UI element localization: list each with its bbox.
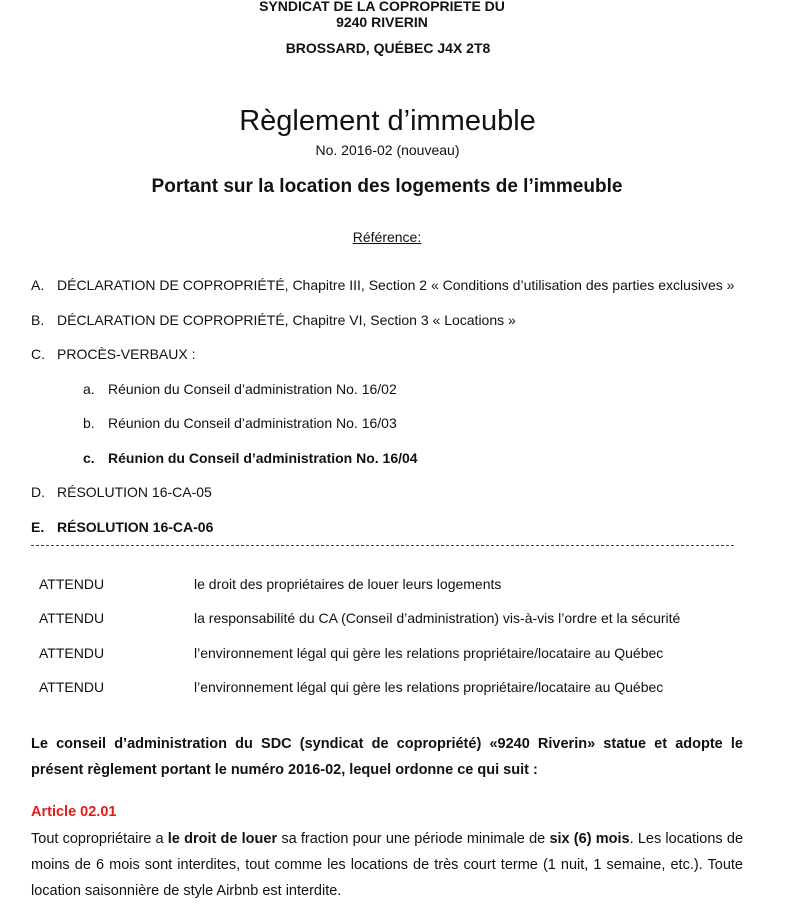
document-subtitle: Portant sur la location des logements de l’immeuble [151,176,623,197]
reference-letter: B. [31,312,45,328]
reference-letter: E. [31,519,45,535]
attendu-text: l’environnement légal qui gère les relations propriétaire/locataire au Québec [194,679,664,695]
reference-text: Réunion du Conseil d’administration No. 16/02 [108,381,397,397]
document-number: No. 2016-02 (nouveau) [315,142,460,158]
header-line-2: 9240 RIVERIN [336,14,428,30]
attendu-keyword: ATTENDU [39,679,105,695]
attendu-text: la responsabilité du CA (Conseil d’administration) vis-à-vis l’ordre et la sécurité [194,610,681,626]
article-body [31,826,743,904]
reference-label: Référence: [352,229,422,245]
reference-text: DÉCLARATION DE COPROPRIÉTÉ, Chapitre VI, Section 3 « Locations » [57,312,516,328]
attendu-keyword: ATTENDU [39,645,105,661]
council-statement: Le conseil d’administration du SDC (syndicat de copropriété) «9240 Riverin» statue et adopte le présent règlement portant le numéro 2016-02, lequel ordonne ce qui suit : [31,736,743,778]
header-line-3: BROSSARD, QUÉBEC J4X 2T8 [285,40,491,56]
article-title: Article 02.01 [31,804,117,820]
reference-letter: A. [31,277,45,293]
article-line-2: moins de 6 mois sont interdites, tout comme les locations de très court terme (1 nuit, 1 semaine, etc.). Toute [31,857,743,873]
attendu-keyword: ATTENDU [39,610,105,626]
attendu-keyword: ATTENDU [39,576,105,592]
dashed-separator [31,545,734,546]
reference-text: DÉCLARATION DE COPROPRIÉTÉ, Chapitre III, Section 2 « Conditions d’utilisation des parties exclusives » [57,277,735,293]
document-title: Règlement d’immeuble [239,105,536,137]
reference-text: RÉSOLUTION 16-CA-05 [57,484,212,500]
reference-text: Réunion du Conseil d’administration No. 16/03 [108,415,397,431]
reference-letter: D. [31,484,45,500]
header-line-1: SYNDICAT DE LA COPROPRIETE DU [259,0,505,14]
reference-letter: b. [83,415,95,431]
article-line-3: location saisonnière de style Airbnb est interdite. [31,883,342,899]
reference-text: Réunion du Conseil d’administration No. 16/04 [108,450,418,466]
reference-text: PROCÈS-VERBAUX : [57,346,196,362]
article-line-1: Tout copropriétaire a le droit de louer sa fraction pour une période minimale de six (6) mois. Les locations de [31,831,744,847]
attendu-text: le droit des propriétaires de louer leurs logements [194,576,502,592]
reference-text: RÉSOLUTION 16-CA-06 [57,519,214,535]
reference-letter: C. [31,346,45,362]
reference-letter: a. [83,381,95,397]
reference-letter: c. [83,450,95,466]
attendu-text: l’environnement légal qui gère les relations propriétaire/locataire au Québec [194,645,664,661]
